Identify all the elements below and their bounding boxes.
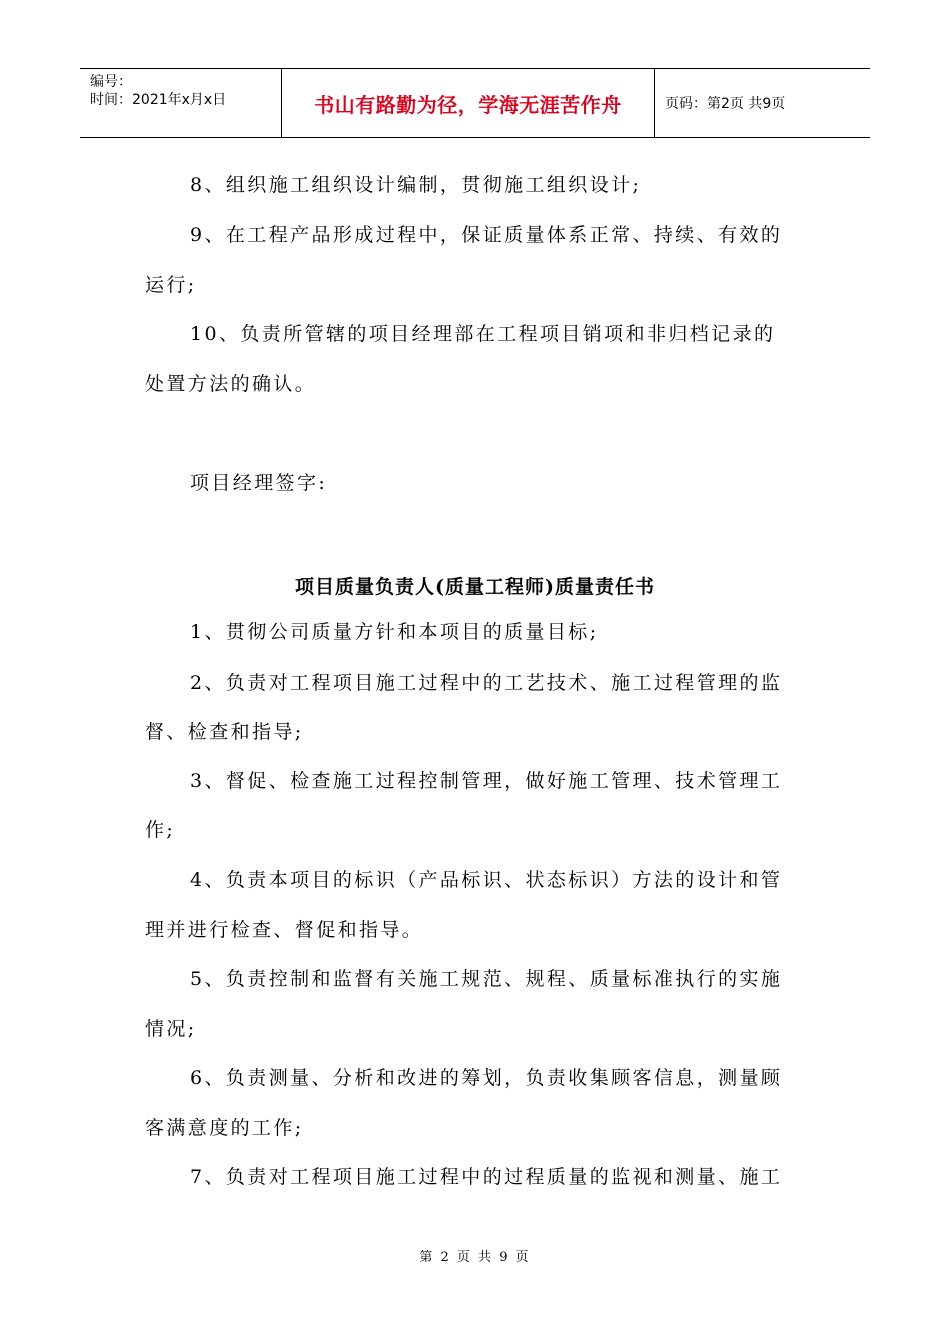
item-4-line-1: 4、负责本项目的标识（产品标识、状态标识）方法的设计和管 <box>190 869 783 891</box>
header-page-cell <box>655 69 870 137</box>
item-5-line-2: 情况; <box>145 1018 197 1040</box>
item-5-line-1: 5、负责控制和监督有关施工规范、规程、质量标准执行的实施 <box>190 968 783 990</box>
header-motto-cell <box>282 69 655 137</box>
item-3-line-1: 3、督促、检查施工过程控制管理，做好施工管理、技术管理工 <box>190 770 783 792</box>
header-meta-cell <box>80 69 282 137</box>
item-7-line-1: 7、负责对工程项目施工过程中的过程质量的监视和测量、施工 <box>190 1166 783 1188</box>
item-6-line-1: 6、负责测量、分析和改进的筹划，负责收集顾客信息，测量顾 <box>190 1067 783 1089</box>
item-2-line-2: 督、检查和指导; <box>145 721 304 743</box>
item-2-line-1: 2、负责对工程项目施工过程中的工艺技术、施工过程管理的监 <box>190 672 783 694</box>
time-label: 时间：2021年x月x日 <box>90 92 227 108</box>
item-3-line-2: 作; <box>145 819 176 841</box>
item-4-line-2: 理并进行检查、督促和指导。 <box>145 919 424 941</box>
number-label: 编号： <box>90 74 132 90</box>
item-9-line-1: 9、在工程产品形成过程中，保证质量体系正常、持续、有效的 <box>190 224 783 246</box>
item-10-line-2: 处置方法的确认。 <box>145 373 317 395</box>
motto-text: 书山有路勤为径，学海无涯苦作舟 <box>314 92 622 117</box>
item-8: 8、组织施工组织设计编制，贯彻施工组织设计; <box>190 174 642 196</box>
item-6-line-2: 客满意度的工作; <box>145 1117 304 1139</box>
page-footer: 第 2 页 共 9 页 <box>419 1250 531 1265</box>
header-page-info: 页码：第2页 共9页 <box>665 96 786 112</box>
item-1: 1、贯彻公司质量方针和本项目的质量目标; <box>190 621 599 643</box>
signature-label: 项目经理签字: <box>190 472 328 494</box>
item-9-line-2: 运行; <box>145 274 197 296</box>
item-10-line-1: 10、负责所管辖的项目经理部在工程项目销项和非归档记录的 <box>190 323 776 345</box>
section-title: 项目质量负责人(质量工程师)质量责任书 <box>295 576 655 598</box>
page-header <box>80 68 870 138</box>
